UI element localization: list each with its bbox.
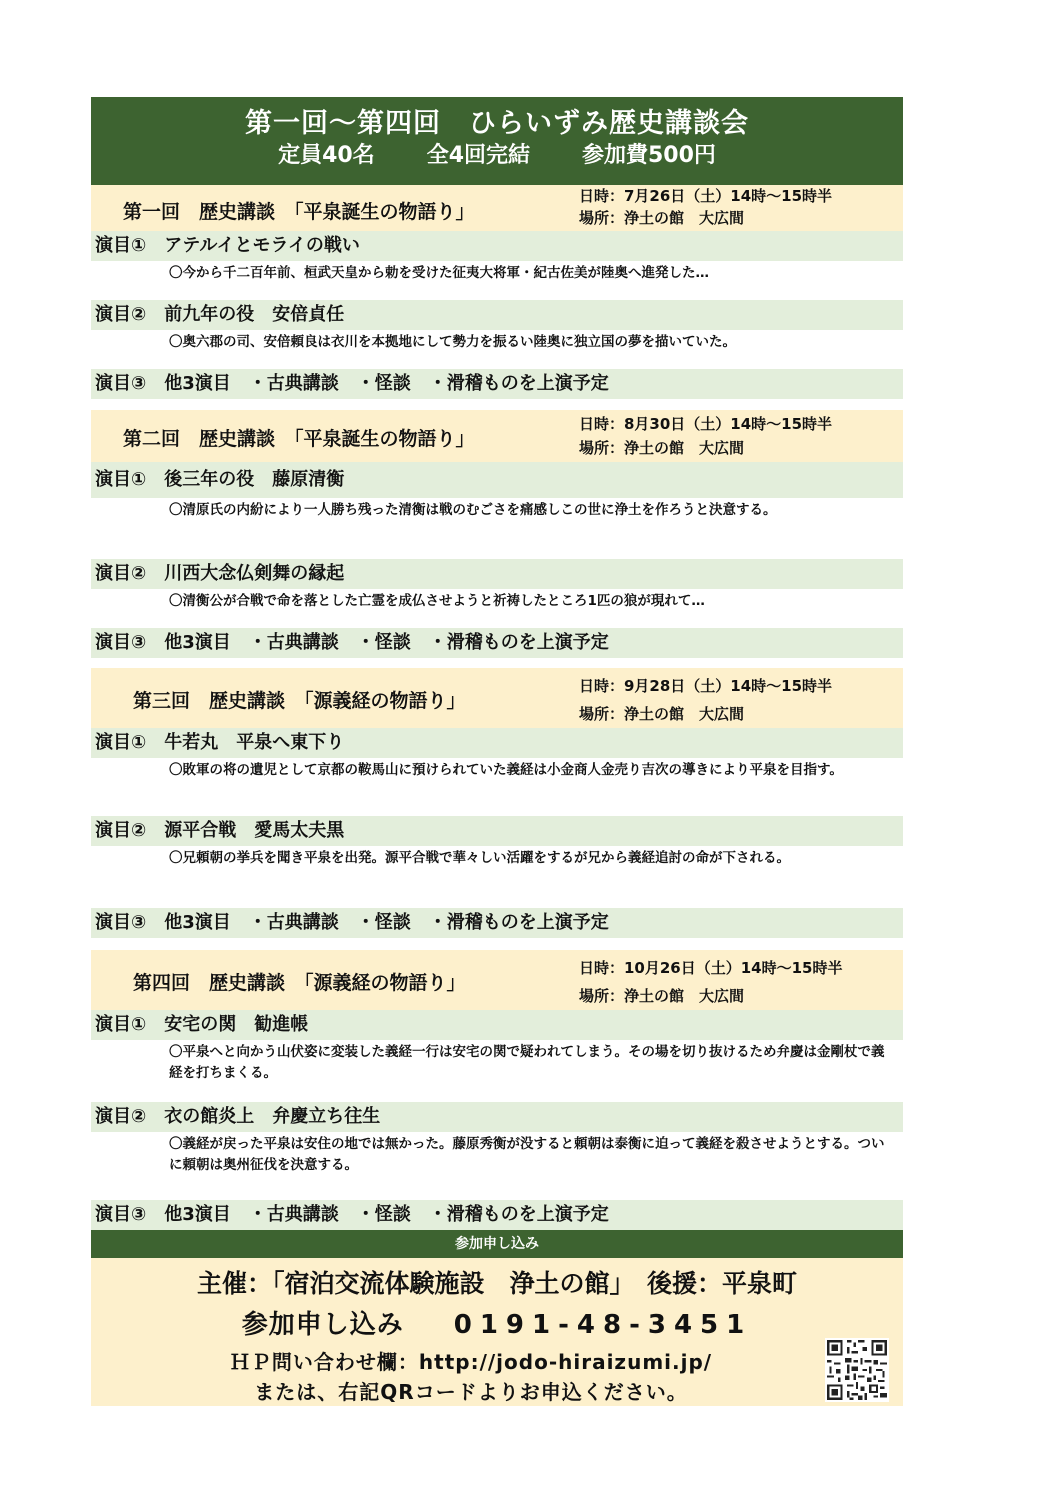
flyer-title: 第一回～第四回 ひらいずみ歴史講談会 — [245, 108, 749, 139]
session-date: 日時：8月30日（土）14時～15時半 — [579, 415, 833, 433]
session-date: 日時：7月26日（土）14時～15時半 — [579, 187, 833, 205]
capacity: 定員40名 — [278, 143, 375, 168]
session-info — [579, 672, 832, 728]
program-label: 演目① 後三年の役 藤原清衡 — [91, 462, 903, 498]
session-place: 場所：浄土の館 大広間 — [579, 987, 745, 1005]
program-label: 演目② 衣の館炎上 弁慶立ち往生 — [91, 1102, 903, 1132]
phone-number[interactable]: 0191-48-3451 — [453, 1310, 753, 1340]
session-info — [579, 954, 843, 1010]
program-desc: 〇兄頼朝の挙兵を聞き平泉を出発。源平合戦で華々しい活躍をするが兄から義経追討の命が下される。 — [169, 850, 790, 866]
program-label: 演目② 前九年の役 安倍貞任 — [91, 300, 903, 330]
program-desc: 〇奥六郡の司、安倍頼良は衣川を本拠地にして勢力を振るい陸奥に独立国の夢を描いていた。 — [169, 334, 736, 350]
session-block — [91, 410, 903, 462]
program-label: 演目① 牛若丸 平泉へ東下り — [91, 728, 903, 758]
flyer-header — [91, 97, 903, 185]
program-label: 演目③ 他3演目 ・古典講談 ・怪談 ・滑稽ものを上演予定 — [91, 908, 903, 938]
qr-note: または、右記QRコードよりお申込ください。 — [254, 1380, 688, 1404]
session-place: 場所：浄土の館 大広間 — [579, 439, 745, 457]
program-desc: 〇今から千二百年前、桓武天皇から勅を受けた征夷大将軍・紀古佐美が陸奥へ進発した… — [169, 265, 709, 281]
session-title: 第四回 歴史講談 「源義経の物語り」 — [133, 972, 466, 994]
program-label: 演目② 源平合戦 愛馬太夫黒 — [91, 816, 903, 846]
program-label: 演目③ 他3演目 ・古典講談 ・怪談 ・滑稽ものを上演予定 — [91, 369, 903, 399]
session-block — [91, 668, 903, 728]
organizer-text: 主催：「宿泊交流体験施設 浄土の館」 後援：平泉町 — [196, 1269, 797, 1298]
program-desc: 〇平泉へと向かう山伏姿に変装した義経一行は安宅の関で疑われてしまう。その場を切り抜けるため弁慶は金剛杖で義経を打ちまくる。 — [169, 1044, 885, 1081]
session-info — [579, 412, 832, 460]
program-desc: 〇清原氏の内紛により一人勝ち残った清衡は戦のむごさを痛感しこの世に浄土を作ろうと決意する。 — [169, 502, 777, 518]
program-label: 演目③ 他3演目 ・古典講談 ・怪談 ・滑稽ものを上演予定 — [91, 1200, 903, 1230]
program-desc: 〇義経が戻った平泉は安住の地では無かった。藤原秀衡が没すると頼朝は泰衡に迫って義経を殺させようとする。ついに頼朝は奥州征伐を決意する。 — [169, 1136, 885, 1173]
program-label: 演目① アテルイとモライの戦い — [91, 231, 903, 261]
flyer — [91, 97, 903, 1406]
program-desc: 〇清衡公が合戦で命を落とした亡霊を成仏させようと祈祷したところ1匹の狼が現れて… — [169, 593, 705, 609]
session-block — [91, 185, 903, 231]
session-title: 第二回 歴史講談 「平泉誕生の物語り」 — [123, 428, 475, 450]
sessions-list — [91, 185, 903, 1230]
qr-code-icon[interactable] — [825, 1338, 889, 1402]
session-block — [91, 950, 903, 1010]
apply-label: 参加申し込み — [241, 1310, 404, 1340]
session-date: 日時：10月26日（土）14時～15時半 — [579, 959, 843, 977]
session-title: 第三回 歴史講談 「源義経の物語り」 — [133, 690, 466, 712]
session-info — [579, 185, 832, 229]
flyer-subtitle — [91, 141, 903, 171]
apply-bar: 参加申し込み — [91, 1230, 903, 1258]
fee: 参加費500円 — [582, 143, 716, 168]
program-label: 演目② 川西大念仏剣舞の縁起 — [91, 559, 903, 589]
apply-line — [91, 1304, 903, 1341]
program-desc: 〇敗軍の将の遺児として京都の鞍馬山に預けられていた義経は小金商人金売り吉次の導きにより平泉を目指す。 — [169, 762, 843, 778]
session-place: 場所：浄土の館 大広間 — [579, 209, 745, 227]
session-place: 場所：浄土の館 大広間 — [579, 705, 745, 723]
program-label: 演目③ 他3演目 ・古典講談 ・怪談 ・滑稽ものを上演予定 — [91, 628, 903, 658]
homepage-link[interactable]: ＨＰ問い合わせ欄：http://jodo-hiraizumi.jp/ — [229, 1350, 713, 1374]
session-date: 日時：9月28日（土）14時～15時半 — [579, 677, 833, 695]
complete-count: 全4回完結 — [426, 143, 530, 168]
session-title: 第一回 歴史講談 「平泉誕生の物語り」 — [123, 201, 475, 223]
footer — [91, 1258, 903, 1406]
program-label: 演目① 安宅の関 勧進帳 — [91, 1010, 903, 1040]
